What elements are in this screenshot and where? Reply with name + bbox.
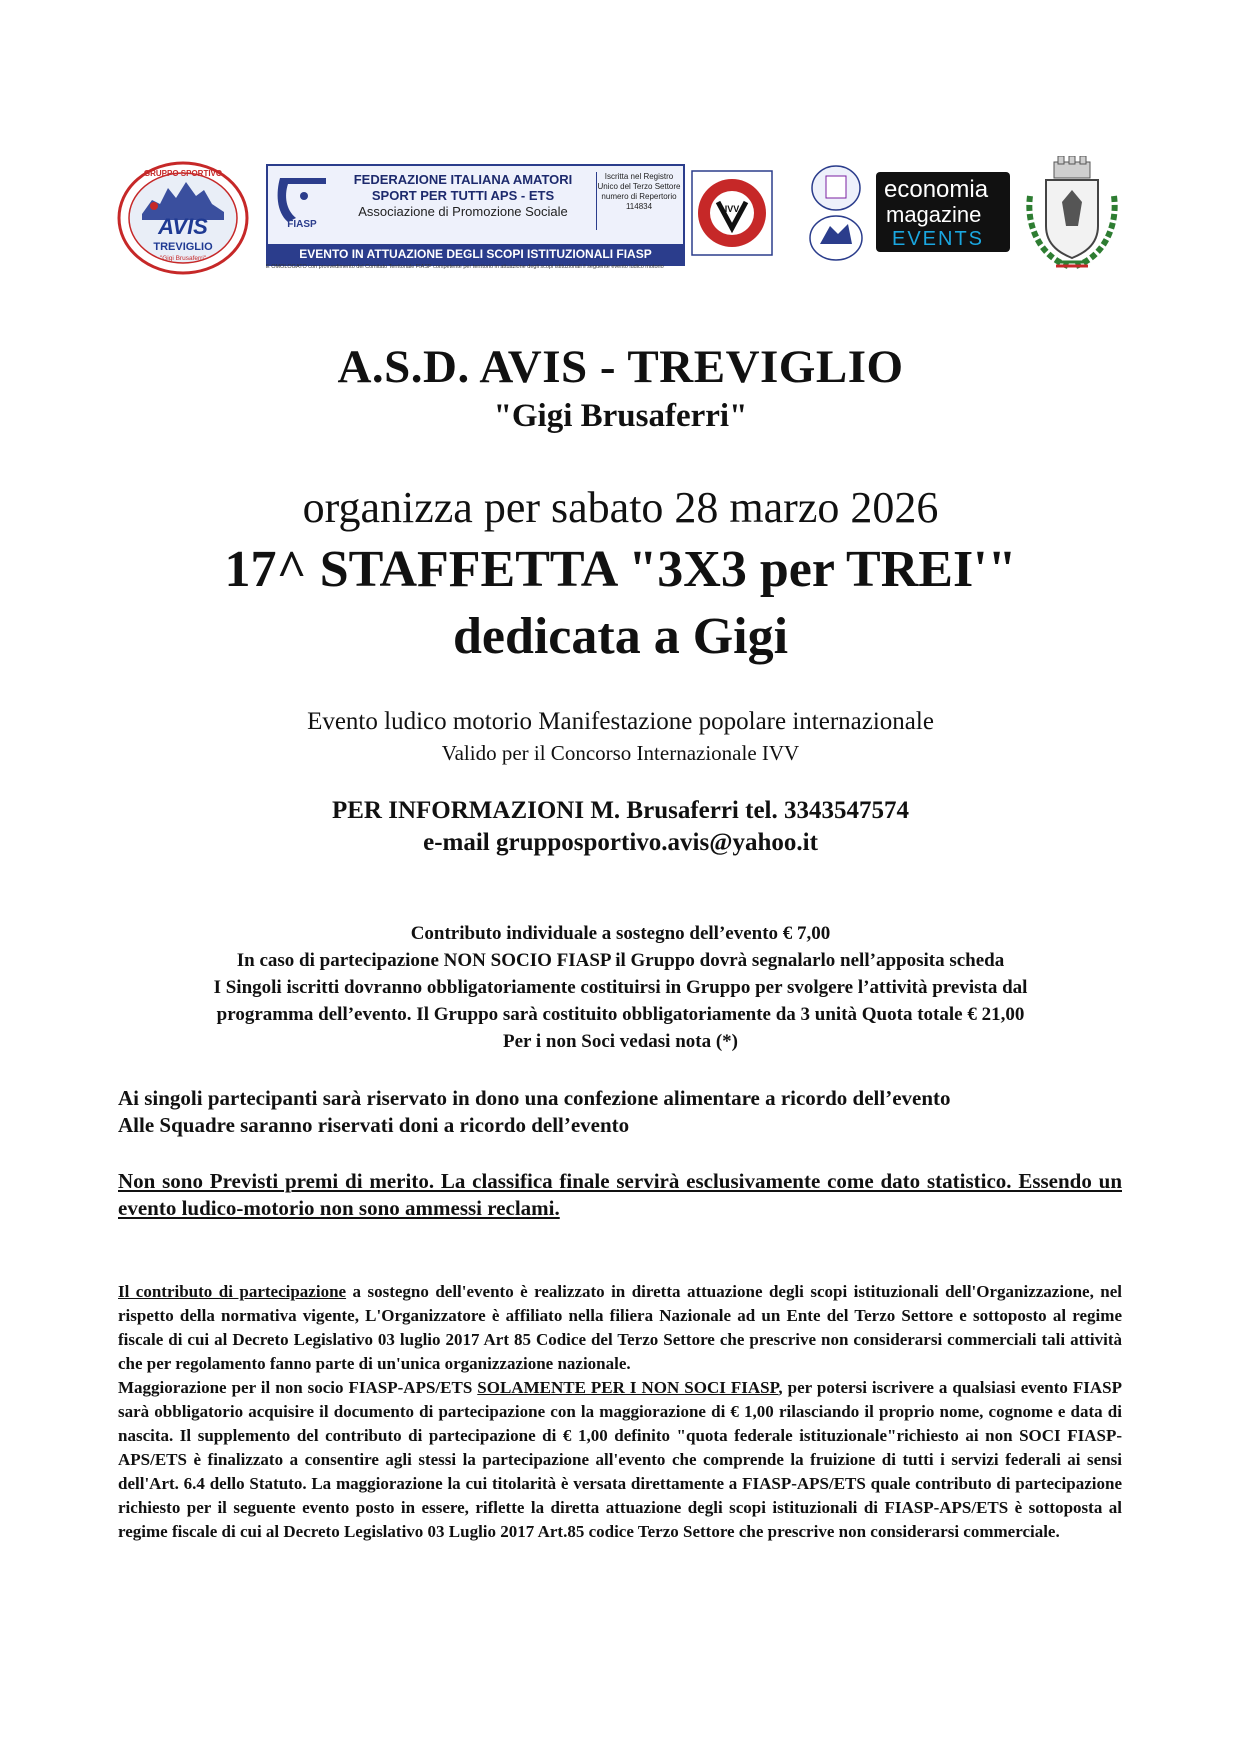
fiasp-mark-text: FIASP xyxy=(287,219,317,228)
ivv-mark-text: IVV xyxy=(724,204,740,214)
contribution-line: programma dell’evento. Il Gruppo sarà costituito obbligatoriamente da 3 unità Quota totale € 21,00 xyxy=(216,1004,1025,1025)
legal-notes xyxy=(118,1280,1122,1544)
event-validity: Valido per il Concorso Internazionale IVV xyxy=(441,741,800,765)
contribution-line: I Singoli iscritti dovranno obbligatoriamente costituirsi in Gruppo per svolgere l’attività prevista dal xyxy=(213,977,1028,998)
legal-nonmember-emphasis: SOLAMENTE PER I NON SOCI FIASP xyxy=(477,1378,779,1397)
contribution-block xyxy=(0,920,1241,1055)
economia-magazine-logo xyxy=(876,172,1010,252)
legal-paragraph-contribution xyxy=(118,1280,1122,1376)
gifts-line: Alle Squadre saranno riservati doni a ricordo dell’evento xyxy=(118,1113,630,1137)
legal-paragraph-surcharge xyxy=(118,1376,1122,1544)
avis-treviglio-logo xyxy=(116,160,250,276)
contact-email: e-mail grupposportivo.avis@yahoo.it xyxy=(423,829,818,856)
contribution-line: Per i non Soci vedasi nota (*) xyxy=(502,1031,739,1052)
organizer-title: A.S.D. AVIS - TREVIGLIO xyxy=(337,341,904,393)
events-text: EVENTS xyxy=(892,228,985,250)
contribution-line: Contributo individuale a sostegno dell’evento € 7,00 xyxy=(410,923,831,944)
legal-text-surcharge: , per potersi iscrivere a qualsiasi evento FIASP sarà obbligatorio acquisire il documento di partecipazione con la maggiorazione di € 1,00 rilasciando il proprio nome, cognome e data di nascita. Il supplemento del contributo di partecipazione di € 1,00 definito "quota federale istituzionale"richiesto ai non SOCI FIASP-APS/ETS è finalizzato a consentire agli stessi la partecipazione all'evento che comprende la fruizione di tutti i servizi federali ai sensi dell'Art. 6.4 dello Statuto. La maggiorazione la cui titolarità è versata direttamente a FIASP-APS/ETS quale contributo di partecipazione richiesto per il seguente evento posto in essere, riflette la diretta attuazione degli scopi istituzionali di FIASP-APS/ETS è sottoposta al regime fiscale di cui al Decreto Legislativo 03 Luglio 2017 Art.85 codice Terzo Settore che prescrive non considerarsi commerciale. xyxy=(118,1378,1123,1541)
legal-lead-contribution: Il contributo di partecipazione xyxy=(118,1282,347,1301)
gifts-block xyxy=(118,1085,1122,1139)
economia-text: economia xyxy=(884,176,989,203)
fiasp-registry-note: Iscritta nel Registro Unico del Terzo Settore numero di Repertorio 114834 xyxy=(596,172,681,230)
ivv-logo xyxy=(691,170,773,256)
fiasp-box xyxy=(266,164,685,266)
treviglio-crest-icon xyxy=(1022,156,1122,274)
fiasp-line2: SPORT PER TUTTI APS - ETS xyxy=(371,188,555,203)
magazine-text: magazine xyxy=(886,202,982,227)
contact-info: PER INFORMAZIONI M. Brusaferri tel. 3343547574 xyxy=(331,797,909,824)
fiasp-line3: Associazione di Promozione Sociale xyxy=(358,204,568,219)
legal-text-contribution: a sostegno dell'evento è realizzato in diretta attuazione degli scopi istituzionali dell'Organizzazione, nel rispetto della normativa vigente, L'Organizzatore è affiliato nella filiera Nazionale ad un Ente del Terzo Settore e sottoposto al regime fiscale di cui al Decreto Legislativo 03 luglio 2017 Art 85 Codice del Terzo Settore che prescrive non considerarsi commerciali tali attività che per regolamento fanno parte di un'unica organizzazione nazionale. xyxy=(118,1282,1123,1373)
avis-top-text: GRUPPO SPORTIVO xyxy=(143,169,223,178)
avis-city-text: TREVIGLIO xyxy=(153,241,213,253)
prizes-notice: Non sono Previsti premi di merito. La classifica finale servirà esclusivamente come dato statistico. Essendo un evento ludico-motorio non sono ammessi reclami. xyxy=(118,1169,1122,1220)
fiasp-runner-icon xyxy=(274,172,332,228)
fiasp-line1: FEDERAZIONE ITALIANA AMATORI xyxy=(353,172,573,187)
logo-strip xyxy=(116,150,1126,280)
contribution-line: In caso di partecipazione NON SOCIO FIASP il Gruppo dovrà segnalarlo nell’apposita scheda xyxy=(236,950,1005,971)
event-date-line: organizza per sabato 28 marzo 2026 xyxy=(302,483,939,532)
fiasp-banner: EVENTO IN ATTUAZIONE DEGLI SCOPI ISTITUZIONALI FIASP xyxy=(268,244,683,264)
avis-sub-text: "Gigi Brusaferri" xyxy=(159,255,207,262)
legal-lead-surcharge: Maggiorazione per il non socio FIASP-APS/ETS xyxy=(118,1378,478,1397)
fiasp-logo-block xyxy=(266,164,798,264)
organizer-subtitle: "Gigi Brusaferri" xyxy=(493,398,748,434)
gifts-line: Ai singoli partecipanti sarà riservato in dono una confezione alimentare a ricordo dell’evento xyxy=(118,1086,951,1110)
avis-brand-text: AVIS xyxy=(158,214,208,239)
fiasp-name xyxy=(338,172,588,220)
event-title: 17^ STAFFETTA "3X3 per TREI'" xyxy=(224,541,1017,598)
fiasp-small-print: E OMOLOGATO con provvedimento del Comitato Territoriale FIASP competente per territorio in attuazione degli scopi istituzionali il seguente evento ludico motorio xyxy=(266,264,664,270)
event-description: Evento ludico motorio Manifestazione popolare internazionale xyxy=(307,708,934,735)
event-dedication: dedicata a Gigi xyxy=(452,608,789,665)
fiasp-bergamo-badges xyxy=(808,164,864,264)
